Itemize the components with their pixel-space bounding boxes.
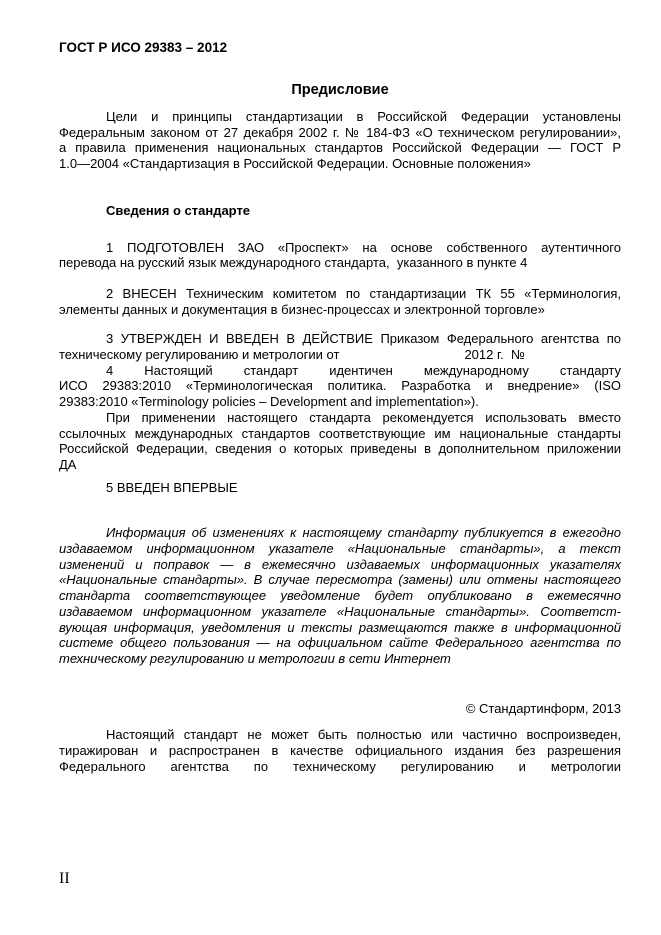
text-line: изменений и поправок — в ежемесячно издаваемых информационных указателях: [59, 556, 621, 572]
page-title: Предисловие: [291, 82, 389, 98]
changes-information-note: [59, 525, 621, 666]
text-line: 4 Настоящий стандарт идентичен международному стандарту: [106, 362, 621, 378]
item-4-identical: [59, 363, 621, 410]
text-line: а правила применения национальных стандартов Российской Федерации — ГОСТ Р: [59, 140, 621, 156]
text-line: тиражирован и распространен в качестве официального издания без разрешения: [59, 743, 621, 759]
text-line: [59, 347, 621, 363]
text-line: Российской Федерации, сведения о которых приведены в дополнительном приложении: [59, 441, 621, 457]
text-line: Цели и принципы стандартизации в Российской Федерации установлены: [106, 109, 621, 124]
copyright-notice: © Стандартинформ, 2013: [465, 700, 621, 716]
item-3-approved: [59, 331, 621, 362]
approved-text-left: техническому регулированию и метрологии от: [59, 347, 340, 363]
text-line: ИСО 29383:2010 «Терминологическая политика. Разработка и внедрение» (ISO: [59, 378, 621, 394]
text-line: 1 ПОДГОТОВЛЕН ЗАО «Проспект» на основе собственного аутентичного: [106, 239, 621, 255]
text-line: «Национальные стандарты». В случае пересмотра (замены) или отмены настоящего: [59, 572, 621, 588]
text-line: стандарта соответствующее уведомление будет опубликовано в ежемесячно: [59, 588, 621, 604]
text-line: техническому регулированию и метрологии в сети Интернет: [59, 650, 451, 666]
reproduction-restriction-paragraph: [59, 727, 621, 774]
text-line: элементы данных и документация в бизнес-процессах и электронной торговле»: [59, 301, 545, 317]
approved-text-right: 2012 г. №: [464, 347, 525, 363]
text-line: 1.0—2004 «Стандартизация в Российской Федерации. Основные положения»: [59, 156, 531, 172]
text-line: 29383:2010 «Terminology policies – Development and implementation»).: [59, 394, 479, 410]
document-code: ГОСТ Р ИСО 29383 – 2012: [59, 40, 228, 55]
text-line: ссылочных международных стандартов соответствующие им национальные стандарты: [59, 425, 621, 441]
text-line: Информация об изменениях к настоящему стандарту публикуется в ежегодно: [106, 525, 621, 541]
standard-info-heading: Сведения о стандарте: [106, 202, 251, 218]
text-line: перевода на русский язык международного стандарта, указанного в пункте 4: [59, 255, 528, 271]
text-line: Федеральным законом от 27 декабря 2002 г. № 184-ФЗ «О техническом регулировании»,: [59, 124, 621, 140]
application-note-paragraph: [59, 410, 621, 473]
text-line: вующая информация, уведомления и тексты размещаются также в информационной: [59, 619, 621, 635]
page-number: II: [59, 870, 70, 887]
text-line: системе общего пользования — на официальном сайте Федерального агентства по: [59, 635, 621, 651]
text-line: При применении настоящего стандарта рекомендуется использовать вместо: [106, 409, 621, 425]
text-line: ДА: [59, 456, 77, 472]
text-line: Настоящий стандарт не может быть полностью или частично воспроизведен,: [106, 727, 621, 743]
text-line: 2 ВНЕСЕН Техническим комитетом по стандартизации ТК 55 «Терминология,: [106, 285, 621, 301]
text-line: издаваемом информационном указателе «Национальные стандарты». Соответст-: [59, 603, 621, 619]
text-line: 3 УТВЕРЖДЕН И ВВЕДЕН В ДЕЙСТВИЕ Приказом Федерального агентства по: [106, 331, 621, 347]
intro-paragraph: [59, 109, 621, 172]
text-line: Федерального агентства по техническому регулированию и метрологии: [59, 758, 621, 774]
item-2-submitted: [59, 286, 621, 317]
item-1-prepared: [59, 240, 621, 271]
item-5-first-edition: 5 ВВЕДЕН ВПЕРВЫЕ: [106, 479, 238, 495]
text-line: издаваемом информационном указателе «Национальные стандарты», а текст: [59, 541, 621, 557]
